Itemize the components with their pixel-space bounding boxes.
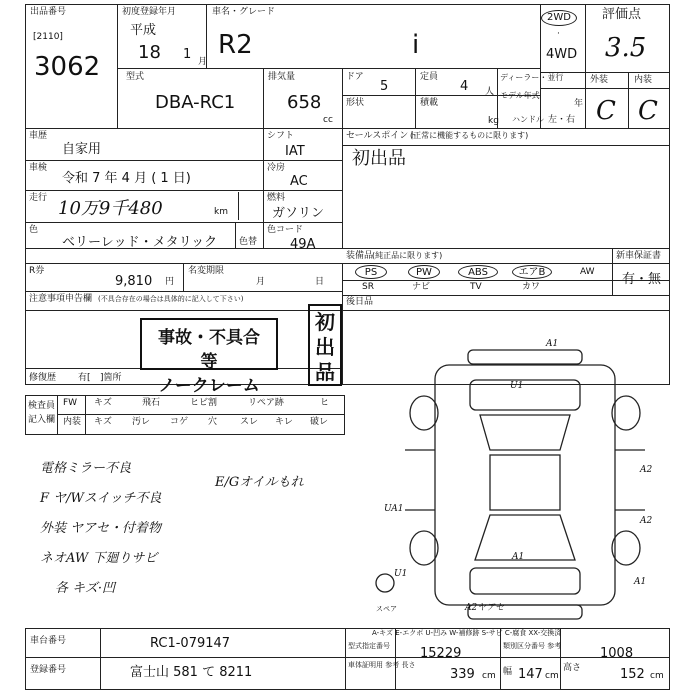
displacement-value: 658 (287, 92, 322, 113)
mark-right-rear-door: A2 (640, 516, 653, 526)
note-3: 外装 ヤアセ・付着物 (40, 521, 162, 536)
int-cut: キレ (275, 417, 293, 427)
doors-value: 5 (380, 79, 389, 94)
mileage-label: 走行 (29, 193, 48, 203)
fw-crack: ヒビ割 (190, 398, 218, 408)
stamp-line1: 事故・不具合等 (158, 328, 260, 372)
type-cert-value: 15229 (420, 646, 462, 661)
car-name: R2 (218, 30, 253, 60)
sales-point-value: 初出品 (352, 148, 406, 169)
color-label: 色 (29, 225, 39, 235)
equip-navi: ナビ (412, 282, 431, 292)
equip-leather: カワ (522, 282, 541, 292)
width-value: 147 (518, 667, 543, 682)
grade-value: 3.5 (605, 33, 647, 63)
inspection-value: 令和 7 年 4 月 ( 1 日) (62, 171, 191, 186)
ac-label: 冷房 (267, 163, 286, 173)
stamp-line2: ノークレーム (158, 376, 260, 396)
handle-value: 左・右 (548, 115, 576, 125)
load-label: 積載 (420, 98, 439, 108)
recycle-label: R券 (29, 266, 45, 276)
int-wear: スレ (240, 417, 259, 427)
color-change-label: 色替 (239, 237, 258, 247)
repair-unit: ]箇所 (100, 373, 122, 383)
fw-scratch: キズ (94, 398, 112, 408)
inspector-fw: FW (63, 398, 78, 408)
reg-year: 18 (138, 42, 161, 63)
model-year-label: モデル年式 (500, 91, 540, 100)
load-unit: kg (488, 116, 499, 126)
warranty-value: 有・無 (622, 272, 662, 287)
ac-value: AC (290, 174, 308, 189)
height-unit: cm (650, 671, 664, 681)
reg-date-label: 初度登録年月 (122, 7, 177, 17)
int-scratch: キズ (94, 417, 112, 427)
equip-sr: SR (362, 282, 374, 292)
inspection-label: 車検 (29, 163, 48, 173)
int-value: C (638, 96, 658, 126)
mark-left-door: UA1 (384, 504, 404, 514)
name-change-month: 月 (256, 277, 266, 287)
fw-chip: 飛石 (142, 398, 161, 408)
fuel-label: 燃料 (267, 193, 286, 203)
capacity-label: 定員 (420, 72, 439, 82)
displacement-label: 排気量 (268, 72, 296, 82)
mark-right-front-door: A2 (640, 465, 653, 475)
reg-month: 1 (183, 47, 192, 62)
lot-number: 3062 (34, 52, 101, 82)
int-burn: コゲ (170, 417, 189, 427)
model-value: DBA-RC1 (155, 92, 236, 113)
inspector-interior: 内装 (63, 417, 82, 427)
mark-trunk: A1 (512, 552, 525, 562)
name-change-label: 名変期限 (188, 266, 225, 276)
shape-label: 形状 (346, 98, 365, 108)
note-right: E/Gオイルもれ (215, 475, 304, 490)
mark-right-rear-fender: A1 (634, 577, 647, 587)
shift-value: IAT (285, 144, 305, 159)
height-value: 152 (620, 667, 645, 682)
width-unit: cm (545, 671, 559, 681)
reg-era: 平成 (130, 23, 157, 38)
dealer-label: ディーラー・並行 (500, 73, 564, 82)
int-label: 内装 (634, 75, 653, 85)
equip-aw: AW (580, 267, 595, 277)
handle-label: ハンドル (512, 115, 544, 124)
mileage-unit: km (214, 207, 228, 217)
color-code-label: 色コード (267, 225, 304, 235)
reg-month-unit: 月 (198, 57, 208, 67)
equipment-label: 装備品 (346, 251, 374, 261)
equip-pw: PW (408, 265, 440, 279)
chassis-label: 車台番号 (30, 636, 67, 646)
usage-value: 自家用 (62, 142, 102, 157)
mark-left-rear: U1 (394, 569, 408, 579)
equipment-note: (純正品に限ります) (372, 251, 443, 260)
type-cert-label: 型式指定番号 (348, 642, 390, 650)
lot-label: 出品番号 (30, 7, 67, 17)
car-grade: i (412, 30, 420, 60)
int-stain: 汚レ (132, 417, 151, 427)
equip-airbag: エアB (512, 265, 552, 279)
int-hole: 穴 (208, 417, 218, 427)
ext-value: C (596, 96, 616, 126)
spare-label: スペア (376, 605, 397, 613)
legend: A-キズ E-エクボ U-凹み W-補修跡 S-サビ C-腐食 XX-交換済 (372, 629, 562, 637)
sales-point-note: (正常に機能するものに限ります) (410, 131, 529, 140)
color-code: 49A (290, 237, 316, 252)
stamp-char3: 品 (315, 360, 335, 384)
model-label: 型式 (126, 72, 145, 82)
color-value: ベリーレッド・メタリック (62, 235, 218, 250)
chassis-value: RC1-079147 (150, 636, 231, 651)
doors-label: ドア (346, 72, 364, 82)
length-label: 車体証明用 参考 長さ (348, 661, 416, 669)
grade-label: 評価点 (602, 7, 642, 22)
inspector-label1: 検査員 (28, 401, 56, 411)
drive-4wd: 4WD (546, 47, 578, 62)
recycle-unit: 円 (165, 277, 175, 287)
drive-2wd-circle: 2WD (541, 10, 577, 26)
inspector-label2: 記入欄 (28, 415, 56, 425)
note-2: F ヤ/Wスイッチ不良 (40, 491, 162, 506)
car-label: 車名・グレード (212, 7, 276, 17)
capacity-value: 4 (460, 79, 469, 94)
sales-point-label: セールスポイント (346, 131, 418, 141)
equip-abs: ABS (458, 265, 498, 279)
equip-ps: PS (355, 265, 387, 279)
fuel-value: ガソリン (272, 206, 325, 221)
width-label: 幅 (503, 667, 513, 677)
fw-extra: ヒ (320, 398, 330, 408)
length-unit: cm (482, 671, 496, 681)
model-year-unit: 年 (574, 99, 584, 109)
caution-note: (不具合存在の場合は具体的に記入して下さい) (98, 295, 244, 303)
ext-label: 外装 (590, 75, 609, 85)
fw-repair: リペア跡 (248, 398, 284, 408)
lot-sub: [2110] (33, 32, 63, 42)
capacity-unit: 人 (485, 87, 495, 97)
shift-label: シフト (267, 131, 295, 141)
repair-value: 有[ (78, 373, 91, 383)
class-value: 1008 (600, 646, 634, 661)
recycle-value: 9,810 (115, 274, 153, 289)
note-1: 電格ミラー不良 (40, 461, 132, 476)
equip-tv: TV (470, 282, 482, 292)
plate-value: 富士山 581 て 8211 (130, 665, 253, 680)
name-change-day: 日 (315, 277, 325, 287)
mark-front-bumper: A1 (546, 339, 559, 349)
mark-rear-bumper: A2ヤアセ (465, 603, 505, 613)
warranty-label: 新車保証書 (616, 251, 662, 261)
note-5: 各 キズ·凹 (55, 581, 116, 596)
caution-label: 注意事項申告欄 (29, 294, 93, 304)
plate-label: 登録番号 (30, 665, 67, 675)
repair-label: 修復歴 (29, 373, 57, 383)
height-label: 高さ (563, 663, 582, 673)
int-tear: 破レ (310, 417, 329, 427)
usage-label: 車歴 (29, 131, 48, 141)
displacement-unit: cc (323, 115, 333, 125)
stamp-char2: 出 (315, 335, 335, 359)
mark-hood: U1 (510, 381, 524, 391)
stamp-char1: 初 (315, 310, 335, 334)
drive-dot: · (557, 29, 560, 39)
note-4: ネオAW 下廻りサビ (40, 551, 158, 566)
mileage-value: 10万9千480 (58, 198, 163, 219)
length-value: 339 (450, 667, 475, 682)
after-parts-label: 後日品 (346, 297, 374, 307)
class-label: 類別区分番号 参考 (503, 642, 562, 650)
